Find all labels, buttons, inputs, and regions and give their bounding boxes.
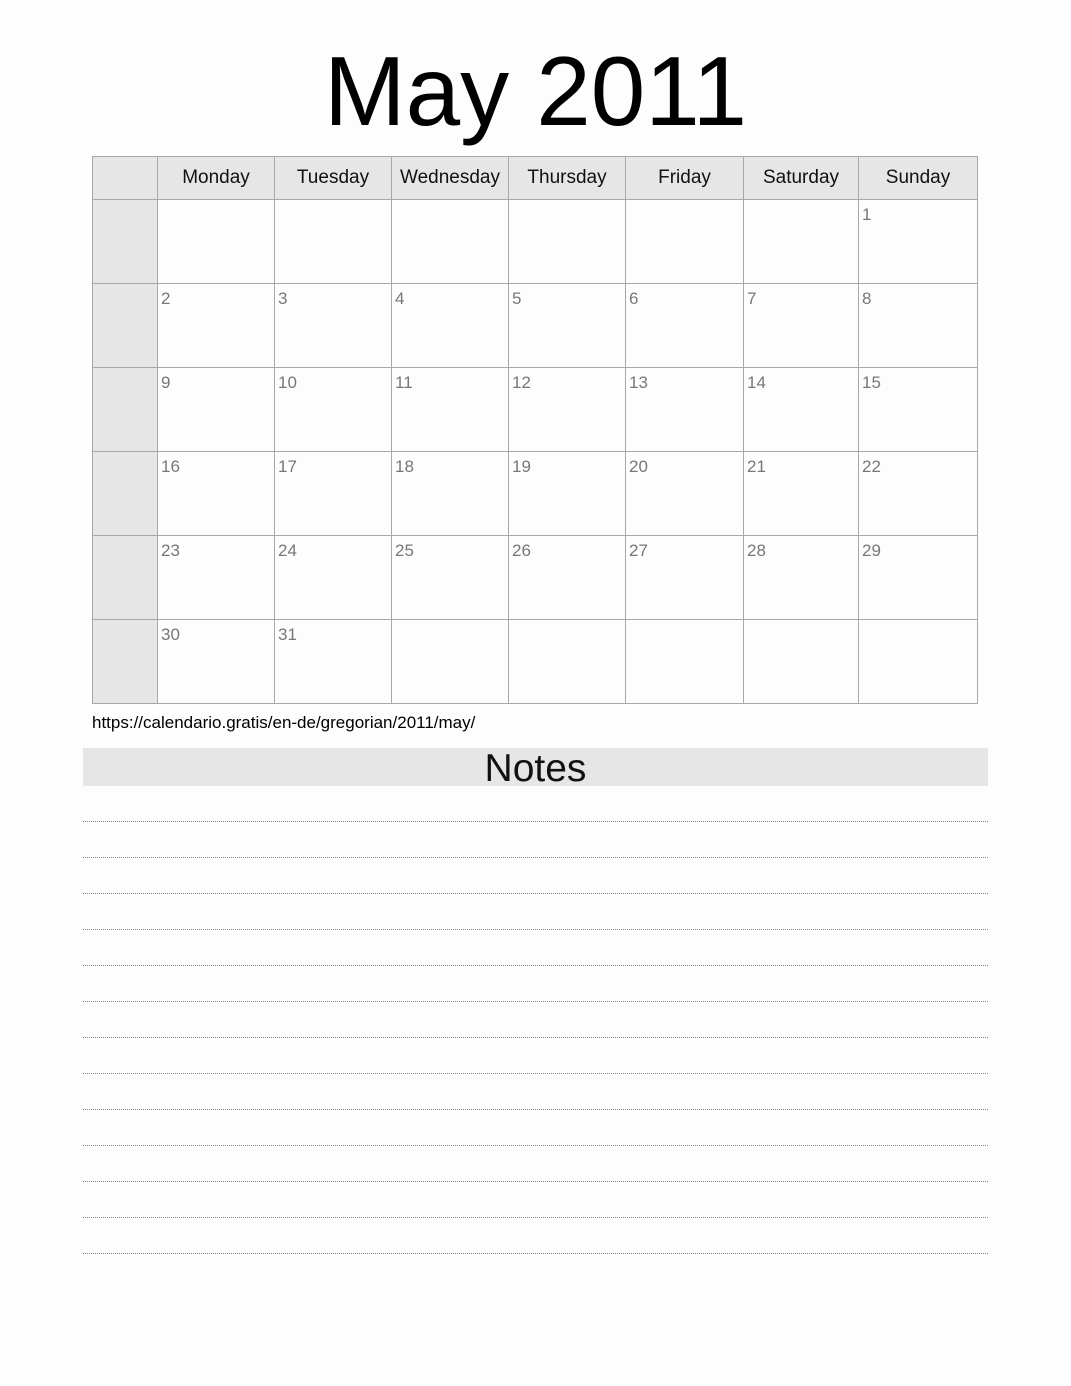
calendar-grid [92,156,978,704]
note-line[interactable] [83,1002,988,1038]
day-number: 31 [278,625,297,644]
day-number: 4 [395,289,405,308]
weekday-label-thursday: Thursday [509,157,626,200]
day-number [509,200,625,206]
day-cell[interactable] [626,452,744,536]
day-number: 7 [747,289,757,308]
day-cell[interactable] [859,536,978,620]
note-line[interactable] [83,786,988,822]
day-cell[interactable] [744,368,859,452]
day-cell[interactable] [158,284,275,368]
day-number: 5 [512,289,522,308]
day-cell[interactable] [626,284,744,368]
day-cell[interactable] [626,368,744,452]
weekday-header-row [93,157,978,200]
day-number: 14 [747,373,766,392]
note-line[interactable] [83,894,988,930]
weekday-label-friday: Friday [626,157,744,200]
weekday-label-sunday: Sunday [859,157,978,200]
week-row [93,620,978,704]
day-number: 20 [629,457,648,476]
note-line[interactable] [83,822,988,858]
day-number: 25 [395,541,414,560]
day-number: 13 [629,373,648,392]
weekday-label-saturday: Saturday [744,157,859,200]
day-number [392,620,508,626]
day-number: 21 [747,457,766,476]
calendar-title: May 2011 [323,36,748,146]
day-number: 6 [629,289,639,308]
day-number: 15 [862,373,881,392]
day-cell[interactable] [392,536,509,620]
day-cell[interactable] [275,452,392,536]
day-cell[interactable] [275,368,392,452]
week-row [93,368,978,452]
day-cell[interactable] [275,200,392,284]
weekday-label-tuesday: Tuesday [275,157,392,200]
day-cell[interactable] [275,620,392,704]
notes-lines[interactable] [83,786,988,1254]
day-cell[interactable] [392,200,509,284]
day-cell[interactable] [158,200,275,284]
week-number-cell [93,200,158,284]
day-cell[interactable] [509,452,626,536]
day-number [626,620,743,626]
day-number: 1 [862,205,872,224]
day-number: 17 [278,457,297,476]
day-number: 28 [747,541,766,560]
calendar-weeks [93,200,978,704]
day-number [859,620,977,626]
note-line[interactable] [83,966,988,1002]
day-cell[interactable] [859,620,978,704]
day-cell[interactable] [626,536,744,620]
week-row [93,536,978,620]
day-number: 30 [161,625,180,644]
week-number-cell [93,284,158,368]
day-cell[interactable] [859,452,978,536]
day-cell[interactable] [859,200,978,284]
day-cell[interactable] [158,452,275,536]
day-number: 2 [161,289,171,308]
note-line[interactable] [83,1182,988,1218]
day-number: 23 [161,541,180,560]
day-cell[interactable] [744,284,859,368]
day-number [392,200,508,206]
day-cell[interactable] [744,452,859,536]
day-number: 8 [862,289,872,308]
note-line[interactable] [83,1110,988,1146]
day-cell[interactable] [392,452,509,536]
day-number: 9 [161,373,171,392]
day-number [158,200,274,206]
week-number-cell [93,536,158,620]
week-row [93,452,978,536]
week-number-cell [93,452,158,536]
day-cell[interactable] [744,200,859,284]
day-number: 10 [278,373,297,392]
day-cell[interactable] [158,368,275,452]
day-cell[interactable] [859,284,978,368]
day-cell[interactable] [158,620,275,704]
day-cell[interactable] [392,368,509,452]
day-cell[interactable] [392,620,509,704]
day-cell[interactable] [158,536,275,620]
day-number [626,200,743,206]
day-number: 18 [395,457,414,476]
week-number-cell [93,620,158,704]
day-cell[interactable] [509,620,626,704]
day-cell[interactable] [509,284,626,368]
day-cell[interactable] [509,536,626,620]
week-number-header [93,157,158,200]
notes-heading: Notes [83,748,988,786]
day-number: 11 [395,373,413,392]
day-number [509,620,625,626]
note-line[interactable] [83,1146,988,1182]
note-line[interactable] [83,1038,988,1074]
weekday-label-monday: Monday [158,157,275,200]
day-number: 12 [512,373,531,392]
day-number: 19 [512,457,531,476]
day-number: 3 [278,289,288,308]
day-number: 16 [161,457,180,476]
day-cell[interactable] [275,284,392,368]
week-row [93,284,978,368]
day-number: 26 [512,541,531,560]
source-url: https://calendario.gratis/en-de/gregorian/2011/may/ [92,713,476,732]
day-cell[interactable] [859,368,978,452]
day-cell[interactable] [626,200,744,284]
day-number [275,200,391,206]
day-cell[interactable] [509,200,626,284]
day-cell[interactable] [392,284,509,368]
day-cell[interactable] [626,620,744,704]
week-row [93,200,978,284]
note-line[interactable] [83,1218,988,1254]
day-number: 22 [862,457,881,476]
day-number: 24 [278,541,297,560]
day-cell[interactable] [744,536,859,620]
day-number [744,200,858,206]
day-cell[interactable] [275,536,392,620]
day-number [744,620,858,626]
weekday-label-wednesday: Wednesday [392,157,509,200]
note-line[interactable] [83,930,988,966]
note-line[interactable] [83,858,988,894]
day-number: 27 [629,541,648,560]
day-cell[interactable] [744,620,859,704]
day-cell[interactable] [509,368,626,452]
week-number-cell [93,368,158,452]
day-number: 29 [862,541,881,560]
note-line[interactable] [83,1074,988,1110]
